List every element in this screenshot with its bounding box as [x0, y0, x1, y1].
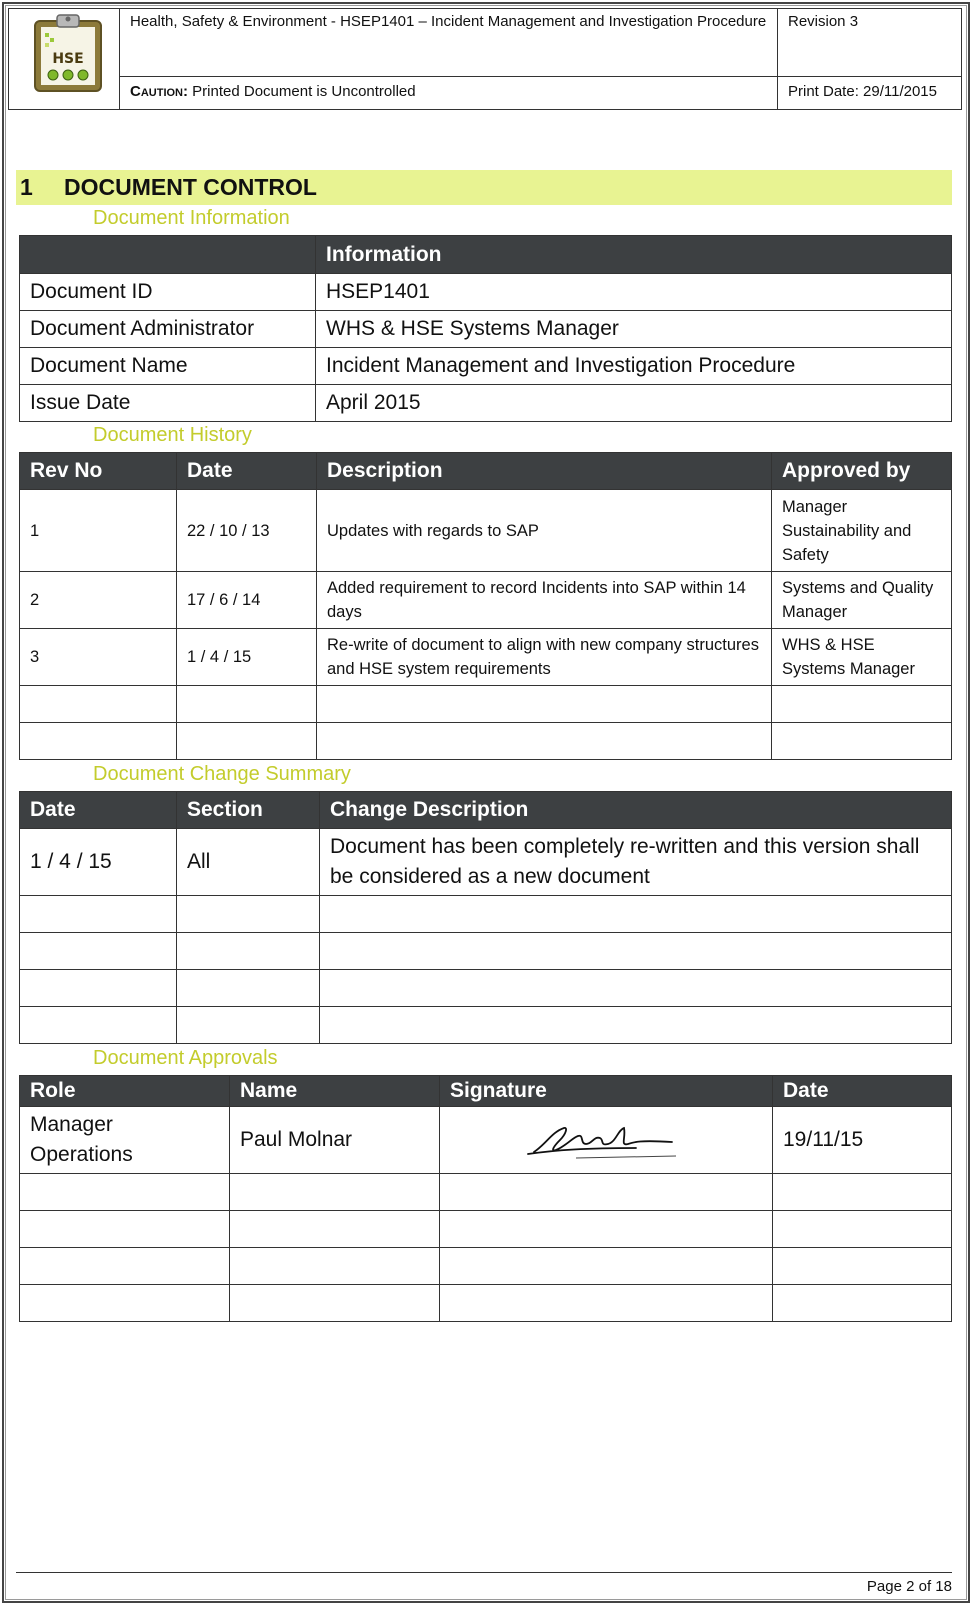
- info-label: Issue Date: [20, 385, 316, 422]
- table-header-row: [20, 1076, 952, 1107]
- info-label: Document Name: [20, 348, 316, 385]
- change-summary-heading: Document Change Summary: [93, 763, 351, 785]
- column-header-signature: Signature: [440, 1076, 773, 1107]
- history-rev: 1: [20, 490, 177, 572]
- info-value: Incident Management and Investigation Procedure: [316, 348, 952, 385]
- approval-name: Paul Molnar: [230, 1107, 440, 1174]
- change-section: All: [177, 829, 320, 896]
- document-header: [8, 8, 962, 110]
- history-rev: 3: [20, 629, 177, 686]
- info-value: HSEP1401: [316, 274, 952, 311]
- table-row-empty: [20, 896, 952, 933]
- table-row: [20, 829, 952, 896]
- column-header-rev-no: Rev No: [20, 453, 177, 490]
- document-information-heading: Document Information: [93, 207, 290, 229]
- caution-label: Caution:: [130, 83, 188, 100]
- history-description: Added requirement to record Incidents into SAP within 14 days: [317, 572, 772, 629]
- column-header-description: Description: [317, 453, 772, 490]
- table-row: [20, 1107, 952, 1174]
- change-date: 1 / 4 / 15: [20, 829, 177, 896]
- history-description: Re-write of document to align with new company structures and HSE system requirements: [317, 629, 772, 686]
- table-row-empty: [20, 1007, 952, 1044]
- header-title: Health, Safety & Environment - HSEP1401 – Incident Management and Investigation Procedure: [119, 9, 777, 77]
- info-value: WHS & HSE Systems Manager: [316, 311, 952, 348]
- column-header-name: Name: [230, 1076, 440, 1107]
- column-header-change-description: Change Description: [320, 792, 952, 829]
- history-approved: Systems and Quality Manager: [772, 572, 952, 629]
- approvals-heading: Document Approvals: [93, 1047, 278, 1069]
- column-header-date: Date: [177, 453, 317, 490]
- history-approved: WHS & HSE Systems Manager: [772, 629, 952, 686]
- table-row-empty: [20, 686, 952, 723]
- logo-cell: [9, 9, 119, 109]
- table-row-empty: [20, 1211, 952, 1248]
- approval-role: Manager Operations: [20, 1107, 230, 1174]
- svg-text:HSE: HSE: [52, 51, 84, 67]
- history-date: 17 / 6 / 14: [177, 572, 317, 629]
- table-header-row: [20, 453, 952, 490]
- page-number: Page 2 of 18: [866, 1578, 952, 1595]
- column-header-information: Information: [316, 236, 952, 274]
- header-print-date: Print Date: 29/11/2015: [777, 77, 961, 109]
- approvals-table: [19, 1075, 952, 1322]
- history-description: Updates with regards to SAP: [317, 490, 772, 572]
- header-caution: [119, 77, 777, 109]
- column-header-approved-by: Approved by: [772, 453, 952, 490]
- section-title: DOCUMENT CONTROL: [64, 174, 317, 200]
- history-date: 1 / 4 / 15: [177, 629, 317, 686]
- history-rev: 2: [20, 572, 177, 629]
- column-header-empty: [20, 236, 316, 274]
- table-row: [20, 311, 952, 348]
- table-row-empty: [20, 1285, 952, 1322]
- column-header-section: Section: [177, 792, 320, 829]
- column-header-date: Date: [20, 792, 177, 829]
- table-row: [20, 274, 952, 311]
- table-row-empty: [20, 933, 952, 970]
- header-revision: Revision 3: [777, 9, 961, 77]
- approval-date: 19/11/15: [773, 1107, 952, 1174]
- column-header-date: Date: [773, 1076, 952, 1107]
- caution-text: Printed Document is Uncontrolled: [192, 83, 416, 100]
- change-description: Document has been completely re-written and this version shall be considered as a new document: [320, 829, 952, 896]
- document-history-table: [19, 452, 952, 760]
- table-header-row: [20, 236, 952, 274]
- section-number: 1: [20, 174, 33, 200]
- column-header-role: Role: [20, 1076, 230, 1107]
- history-approved: Manager Sustainability and Safety: [772, 490, 952, 572]
- table-row: [20, 385, 952, 422]
- table-header-row: [20, 792, 952, 829]
- table-row: [20, 629, 952, 686]
- footer-divider: [16, 1572, 952, 1573]
- change-summary-table: [19, 791, 952, 1044]
- signature-image: [516, 1114, 696, 1166]
- document-history-heading: Document History: [93, 424, 252, 446]
- table-row: [20, 572, 952, 629]
- document-information-table: [19, 235, 952, 422]
- table-row: [20, 348, 952, 385]
- history-date: 22 / 10 / 13: [177, 490, 317, 572]
- table-row-empty: [20, 723, 952, 760]
- table-row: [20, 490, 952, 572]
- section-heading-bar: [16, 170, 952, 205]
- hse-clipboard-logo: [31, 11, 105, 93]
- table-row-empty: [20, 1174, 952, 1211]
- info-label: Document Administrator: [20, 311, 316, 348]
- table-row-empty: [20, 1248, 952, 1285]
- info-label: Document ID: [20, 274, 316, 311]
- table-row-empty: [20, 970, 952, 1007]
- approval-signature-cell: [440, 1107, 773, 1174]
- info-value: April 2015: [316, 385, 952, 422]
